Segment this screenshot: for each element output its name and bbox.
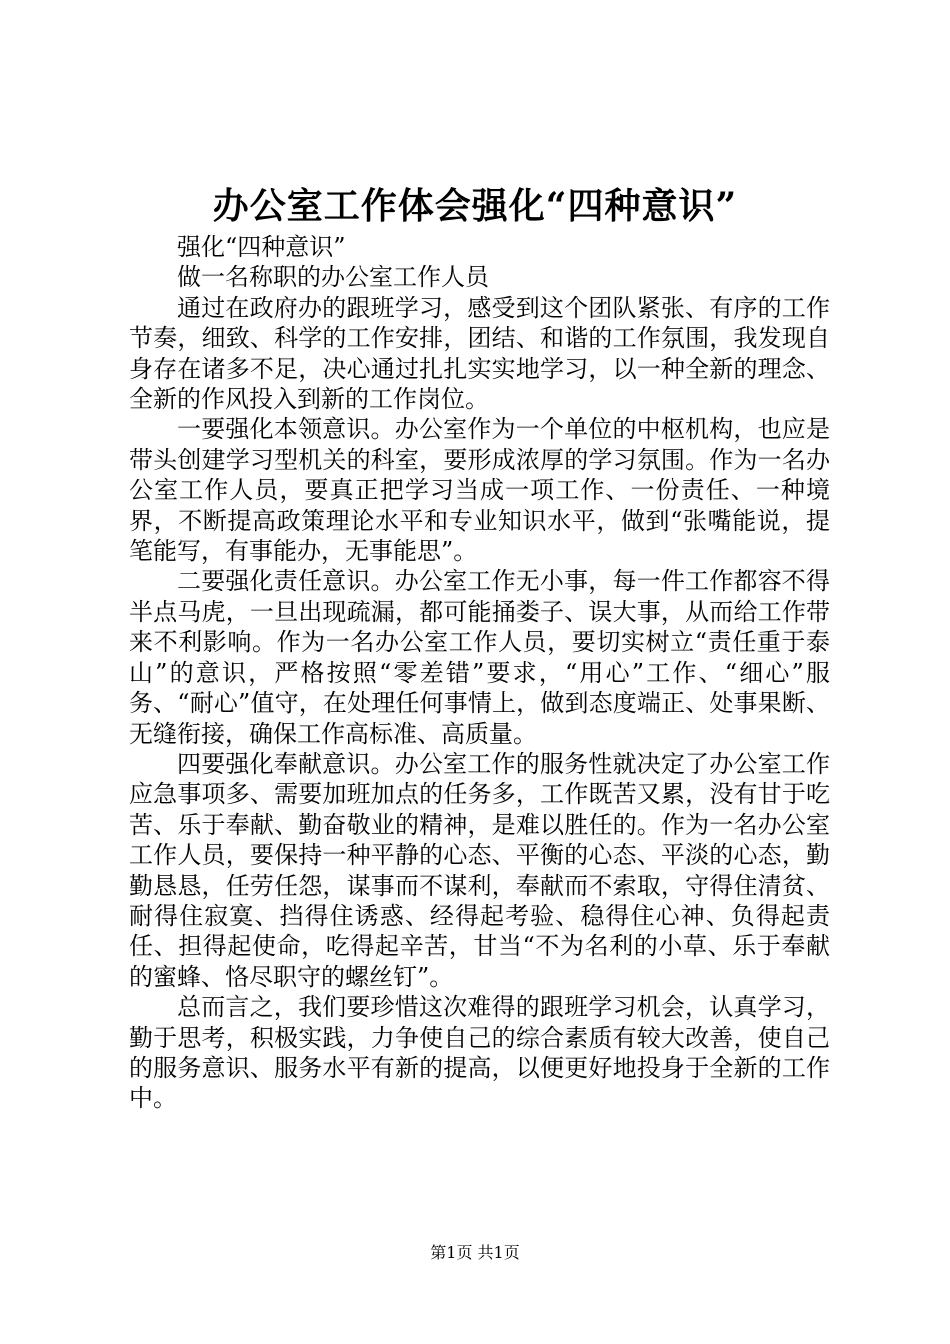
- paragraph-heading-2: 做一名称职的办公室工作人员: [177, 263, 489, 292]
- document-body: [129, 232, 830, 1114]
- page-footer: 第1页 共1页: [430, 1243, 520, 1262]
- paragraph-dedication: 四要强化奉献意识。办公室工作的服务性就决定了办公室工作应急事项多、需要加班加点的任务多，工作既苦又累，没有甘于吃苦、乐于奉献、勤奋敬业的精神，是难以胜任的。作为一名办公室工作人员，要保持一种平静的心态、平衡的心态、平淡的心态，勤勤恳恳，任劳任怨，谋事而不谋利，奉献而不索取，守得住清贫、耐得住寂寞、挡得住诱惑、经得起考验、稳得住心神、负得起责任、担得起使命，吃得起辛苦，甘当“不为名利的小草、乐于奉献的蜜蜂、恪尽职守的螺丝钉”。: [129, 749, 830, 991]
- document-title: 办公室工作体会强化“四种意识”: [212, 185, 738, 228]
- paragraph-responsibility: 二要强化责任意识。办公室工作无小事，每一件工作都容不得半点马虎，一旦出现疏漏，都可能捅娄子、误大事，从而给工作带来不利影响。作为一名办公室工作人员，要切实树立“责任重于泰山”的意识，严格按照“零差错”要求，“用心”工作、“细心”服务、“耐心”值守，在处理任何事情上，做到态度端正、处事果断、无缝衔接，确保工作高标准、高质量。: [129, 567, 830, 748]
- paragraph-intro: 通过在政府办的跟班学习，感受到这个团队紧张、有序的工作节奏，细致、科学的工作安排，团结、和谐的工作氛围，我发现自身存在诸多不足，决心通过扎扎实实地学习，以一种全新的理念、全新的作风投入到新的工作岗位。: [129, 293, 830, 414]
- paragraph-conclusion: 总而言之，我们要珍惜这次难得的跟班学习机会，认真学习，勤于思考，积极实践，力争使自己的综合素质有较大改善，使自己的服务意识、服务水平有新的提高，以便更好地投身于全新的工作中。: [129, 993, 830, 1113]
- paragraph-ability: 一要强化本领意识。办公室作为一个单位的中枢机构，也应是带头创建学习型机关的科室，要形成浓厚的学习氛围。作为一名办公室工作人员，要真正把学习当成一项工作、一份责任、一种境界，不断提高政策理论水平和专业知识水平，做到“张嘴能说，提笔能写，有事能办，无事能思”。: [129, 415, 830, 566]
- paragraph-heading-1: 强化“四种意识”: [177, 233, 346, 261]
